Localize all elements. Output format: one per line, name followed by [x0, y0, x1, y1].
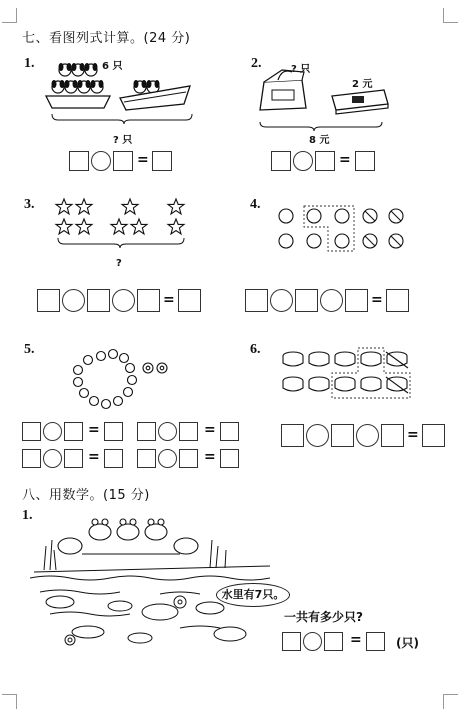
corner-mark-bottom-right [443, 694, 458, 709]
corner-mark-bottom-left [2, 694, 17, 709]
question-1-label-bottom: ? 只 [113, 135, 133, 146]
answer-box[interactable] [295, 289, 318, 312]
answer-box[interactable] [220, 449, 239, 468]
answer-box[interactable] [220, 422, 239, 441]
answer-box[interactable] [64, 449, 83, 468]
answer-box[interactable] [37, 289, 60, 312]
answer-box[interactable] [422, 424, 445, 447]
answer-box[interactable] [355, 151, 375, 171]
operator-circle[interactable] [112, 289, 135, 312]
answer-box[interactable] [315, 151, 335, 171]
operator-circle[interactable] [91, 151, 111, 171]
operator-circle[interactable] [62, 289, 85, 312]
answer-unit-label: (只) [396, 636, 419, 650]
operator-circle[interactable] [158, 422, 177, 441]
equals-sign: = [163, 292, 175, 308]
answer-box[interactable] [137, 289, 160, 312]
equals-sign: = [204, 422, 216, 438]
answer-box[interactable] [137, 449, 156, 468]
answer-box[interactable] [113, 151, 133, 171]
corner-mark-top-left [2, 8, 17, 23]
answer-box[interactable] [331, 424, 354, 447]
answer-box[interactable] [137, 422, 156, 441]
answer-box[interactable] [178, 289, 201, 312]
answer-box[interactable] [282, 632, 301, 651]
bag-and-pencil-box-illustration [252, 60, 392, 132]
question-4-number: 4. [250, 197, 261, 212]
equals-sign: = [350, 632, 362, 648]
question-1-number: 1. [24, 56, 35, 71]
operator-circle[interactable] [306, 424, 329, 447]
question-3-number: 3. [24, 197, 35, 212]
operator-circle[interactable] [43, 422, 62, 441]
answer-box[interactable] [281, 424, 304, 447]
circles-illustration [272, 203, 407, 253]
corner-mark-top-right [443, 8, 458, 23]
equals-sign: = [339, 152, 351, 168]
answer-box[interactable] [87, 289, 110, 312]
equals-sign: = [137, 152, 149, 168]
operator-circle[interactable] [43, 449, 62, 468]
question-2-label-box: 2 元 [352, 79, 373, 90]
operator-circle[interactable] [356, 424, 379, 447]
question-3-label-bottom: ? [116, 258, 122, 269]
answer-box[interactable] [22, 422, 41, 441]
equals-sign: = [407, 427, 419, 443]
equals-sign: = [88, 422, 100, 438]
operator-circle[interactable] [270, 289, 293, 312]
equals-sign: = [204, 449, 216, 465]
operator-circle[interactable] [303, 632, 322, 651]
question-6-number: 6. [250, 342, 261, 357]
answer-box[interactable] [22, 449, 41, 468]
ring-of-beads-illustration [66, 346, 176, 418]
section-7-title: 七、看图列式计算。(24 分) [22, 31, 191, 46]
question-2-label-total: 8 元 [309, 135, 330, 146]
answer-box[interactable] [64, 422, 83, 441]
operator-circle[interactable] [293, 151, 313, 171]
answer-box[interactable] [179, 422, 198, 441]
equals-sign: = [88, 449, 100, 465]
answer-box[interactable] [69, 151, 89, 171]
question-1-label-top: 6 只 [102, 61, 123, 72]
answer-box[interactable] [104, 449, 123, 468]
answer-box[interactable] [179, 449, 198, 468]
speech-bubble-text: 水里有7只。 [221, 588, 285, 601]
frogs-pond-illustration [30, 510, 280, 650]
question-5-number: 5. [24, 342, 35, 357]
problem-1-question: 一共有多少只? [284, 610, 363, 624]
answer-box[interactable] [245, 289, 268, 312]
question-2-number: 2. [251, 56, 262, 71]
operator-circle[interactable] [158, 449, 177, 468]
answer-box[interactable] [324, 632, 343, 651]
section-8-title: 八、用数学。(15 分) [22, 488, 150, 503]
equals-sign: = [371, 292, 383, 308]
answer-box[interactable] [386, 289, 409, 312]
answer-box[interactable] [104, 422, 123, 441]
answer-box[interactable] [366, 632, 385, 651]
coin-stacks-illustration [280, 346, 415, 402]
answer-box[interactable] [381, 424, 404, 447]
problem-1-number: 1. [22, 508, 33, 523]
question-2-label-bag: ? 只 [291, 64, 311, 75]
answer-box[interactable] [345, 289, 368, 312]
stars-illustration [52, 196, 202, 256]
speech-bubble [216, 583, 290, 607]
operator-circle[interactable] [320, 289, 343, 312]
answer-box[interactable] [271, 151, 291, 171]
answer-box[interactable] [152, 151, 172, 171]
